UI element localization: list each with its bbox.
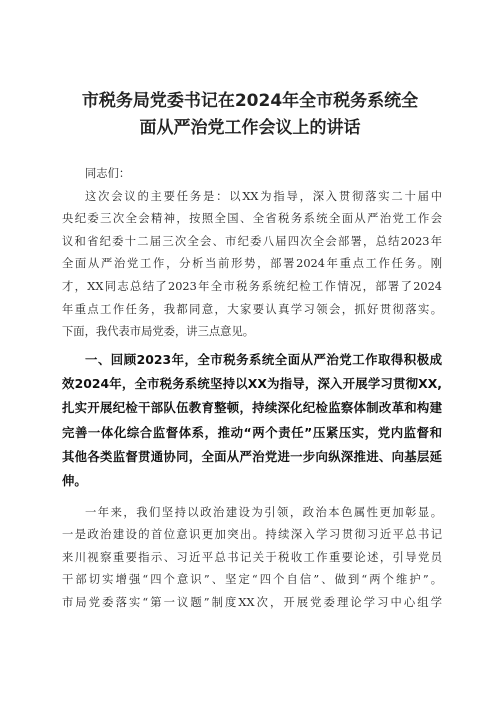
paragraph-line: 一是政治建设的首位意识更加突出。持续深入学习贯彻习近平总书记: [62, 528, 442, 542]
paragraph-line: 下面，我代表市局党委，讲三点意见。: [62, 325, 255, 339]
paragraph-line: 一年来，我们坚持以政治建设为引领，政治本色属性更加彰显。: [85, 505, 442, 519]
paragraph-line: 全面从严治党工作，分析当前形势，部署2024年重点工作任务。刚: [62, 257, 442, 271]
paragraph-line: 才，XX同志总结了2023年全市税务系统纪检工作情况，部署了2024: [62, 279, 442, 293]
title-line: 市税务局党委书记在2024年全市税务系统全: [81, 91, 419, 111]
paragraph-line: 干部切实增强“四个意识”、坚定“四个自信”、做到“两个维护”。: [62, 573, 442, 587]
section-heading-line: 扎实开展纪检干部队伍教育整顿，持续深化纪检监察体制改革和构建: [62, 400, 442, 416]
document-title: [60, 88, 440, 142]
paragraph-line: 这次会议的主要任务是：以XX为指导，深入贯彻落实二十届中: [85, 189, 442, 203]
section-heading-line: 一、回顾2023年，全市税务系统全面从严治党工作取得积极成: [85, 351, 442, 367]
paragraph-line: 年重点工作任务，我都同意，大家要认真学习领会，抓好贯彻落实。: [62, 302, 442, 316]
paragraph-line: 议和省纪委十二届三次全会、市纪委八届四次全会部署，总结2023年: [62, 234, 442, 248]
section-heading-line: 完善一体化综合监督体系，推动“两个责任”压紧压实，党内监督和: [62, 424, 442, 440]
section-heading-line: 伸。: [62, 473, 87, 489]
section-heading-line: 效2024年，全市税务系统坚持以XX为指导，深入开展学习贯彻XX,: [62, 376, 442, 392]
paragraph-line: 市局党委落实“第一议题”制度XX次，开展党委理论学习中心组学: [62, 595, 442, 609]
document-body: [62, 163, 442, 615]
paragraph-line: 来川视察重要指示、习近平总书记关于税收工作重要论述，引导党员: [62, 550, 442, 564]
paragraph-line: 央纪委三次全会精神，按照全国、全省税务系统全面从严治党工作会: [62, 212, 442, 226]
title-line: 面从严治党工作会议上的讲话: [139, 118, 361, 138]
salutation: 同志们：: [85, 167, 131, 180]
section-heading-line: 其他各类监督贯通协同，全面从严治党进一步向纵深推进、向基层延: [62, 448, 442, 464]
